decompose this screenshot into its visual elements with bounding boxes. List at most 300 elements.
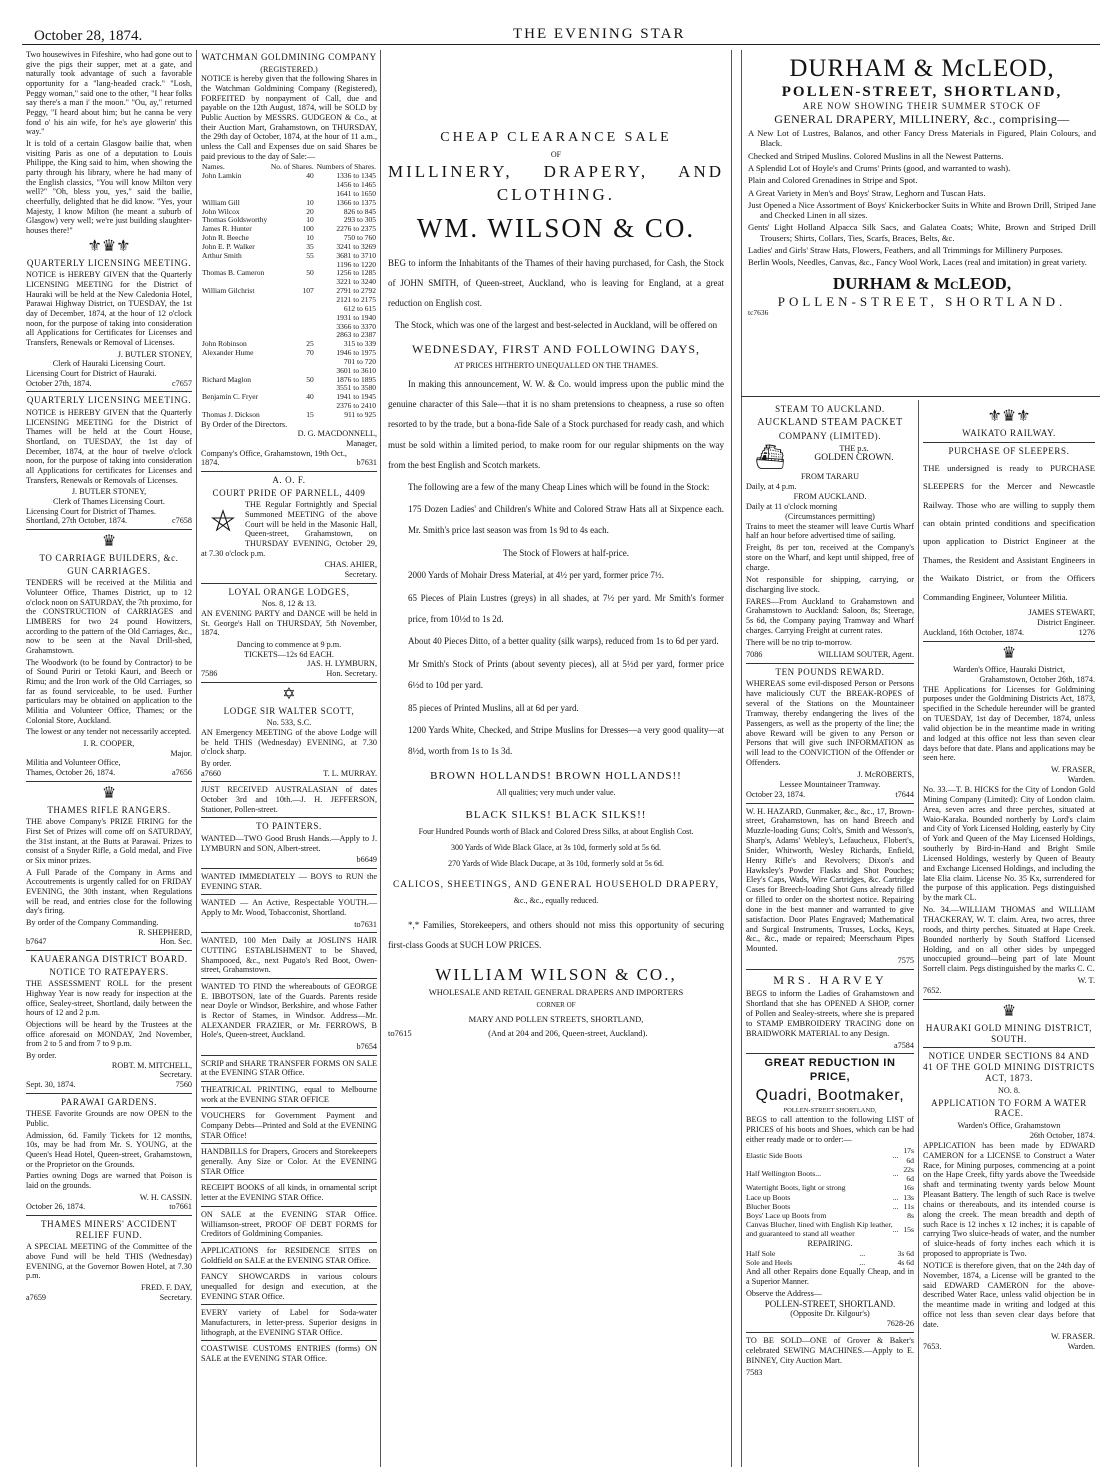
table-cell <box>201 296 269 305</box>
table-cell: 315 to 339 <box>343 339 376 349</box>
divider <box>746 803 914 804</box>
wardens-office: Warden's Office, Grahamstown <box>957 1121 1061 1131</box>
ad-paragraph: BEG to inform the Inhabitants of the Thames of their having purchased, for Cash, the Stock of JOHN SMITH, of Queen-street, Auckland, who is leaving for England, at a great reduction on English cost. <box>388 257 724 309</box>
signature-role: Secretary. <box>344 570 377 580</box>
table-cell <box>269 305 315 314</box>
wgm-registered: (REGISTERED.) <box>260 64 318 74</box>
list-item: Gents' Light Holland Alpacca Silk Sacs, and Galatea Coats; White, Brown and Striped Drill Trousers; Shirts, Collars, Ties, Scarfs, Braces, Belts, &c. <box>748 222 1096 243</box>
notice-ref: a7584 <box>893 1040 914 1050</box>
signature-role: Major. <box>170 748 192 758</box>
divider <box>741 396 1100 397</box>
parawai-body: THESE Favorite Grounds are now OPEN to the Public. <box>26 1109 192 1128</box>
parawai-body: Admission, 6d. Family Tickets for 12 months, 10s, may be had from Mr. S. YOUNG, at the Queen's Head Hotel, Queen-street, Grahamstown, or the Proprietor on the Grounds. <box>26 1130 192 1169</box>
notice-ref: 7586 Hon. Secretary. <box>201 669 377 679</box>
table-cell: ... <box>859 1257 866 1267</box>
hgm-body: APPLICATION has been made by EDWARD CAMERON for a LICENSE to Construct a Water Race, for Mining purposes, commencing at a point on the Hape Creek, fifty yards above the Tweedside shaft and terminating twenty yards below Mount Pleasant Battery. The length of such Race is twelve chains or thereabouts, and its intended course is along the creek. The mean breadth and depth of such Race is 12 inches x 12 inches; it is capable of carrying Two sluice-heads of water, and the number of sluice-heads of forty inches each which it is proposed to appropriate is Two. <box>923 1140 1095 1259</box>
steam-body: There will be no trip to-morrow. <box>746 637 852 647</box>
table-cell <box>269 181 315 190</box>
table-row <box>746 1183 914 1192</box>
licensing-title: QUARTERLY LICENSING MEETING. <box>26 257 192 268</box>
table-cell: 1336 to 1345 <box>336 171 376 181</box>
lodge-subtitle: No. 533, S.C. <box>266 718 312 728</box>
reward-title: TEN POUNDS REWARD. <box>775 666 885 677</box>
orange-title: LOYAL ORANGE LODGES, <box>228 586 350 597</box>
table-cell: 293 to 305 <box>343 215 376 225</box>
table-cell: 100 <box>302 224 314 234</box>
ad-paragraph: *,* Families, Storekeepers, and others should not miss this opportunity of securing first-class Goods at SUCH LOW PRICES. <box>388 919 724 950</box>
royal-crest-icon: ♛ <box>101 533 117 551</box>
table-cell: 911 to 925 <box>344 409 376 419</box>
table-cell: Thomas B. Cameron <box>202 268 265 278</box>
notice-ref: 7652. <box>923 985 942 995</box>
table-row <box>746 1146 914 1164</box>
list-item: Just Opened a Nice Assortment of Boys' Knickerbocker Suits in White and Brown Drill, Striped Jane and Checked Linen in all sizes. <box>748 199 1096 221</box>
firm-address-footer: POLLEN-STREET, SHORTLAND. <box>777 293 1067 309</box>
list-item: 1200 Yards White, Checked, and Stripe Muslins for Dresses—a very good quality—at 8½d, worth from 1s to 1s 3d. <box>408 725 724 756</box>
table-cell: 10 <box>306 197 314 207</box>
dancing-line: Dancing to commence at 9 p.m. <box>236 640 342 650</box>
table-cell <box>201 305 269 314</box>
table-cell: 1641 to 1650 <box>336 188 376 198</box>
aof-title: A. O. F. <box>272 475 306 486</box>
notice-ref: 7628-26 <box>886 1319 914 1329</box>
signature-role: Secretary. <box>159 1070 192 1080</box>
table-cell: 25 <box>306 339 314 349</box>
list-item: 175 Dozen Ladies' and Children's White and Colored Straw Hats all at Sixpence each. Mr. Smith's price last season was from 1s 9d to 4s each. <box>408 504 724 535</box>
divider <box>201 781 377 782</box>
table-cell: Canvas Blucher, lined with English Kip leather, and guaranteed to stand all weather <box>746 1220 893 1239</box>
table-cell: 2863 to 2387 <box>336 330 376 340</box>
repairing-heading: REPAIRING. <box>807 1238 853 1248</box>
divider <box>26 1093 192 1094</box>
quadri-address: POLLEN-STREET SHORTLAND, <box>783 1107 877 1115</box>
carriage-subtitle: GUN CARRIAGES. <box>67 565 151 576</box>
table-cell: 1456 to 1465 <box>336 180 376 190</box>
order-line: By order. <box>26 1051 57 1061</box>
notice-ref: 7086 WILLIAM SOUTER, Agent. <box>746 649 914 659</box>
silks-heading: BLACK SILKS! BLACK SILKS!! <box>465 808 647 821</box>
table-cell: 3366 to 3370 <box>336 321 376 331</box>
column-1 <box>26 50 192 1470</box>
shares-table <box>201 163 377 419</box>
signature: R. SHEPHERD, <box>138 927 192 937</box>
steam-body: Trains to meet the steamer will leave Curtis Wharf half an hour before advertised time of sailing. <box>746 521 914 541</box>
stock-list <box>748 128 1096 268</box>
masthead: THE EVENING STAR <box>513 26 686 42</box>
notice-date: Sept. 30, 1874. 7560 <box>26 1080 192 1090</box>
divider <box>923 641 1095 642</box>
table-cell: 50 <box>306 374 314 384</box>
hgm-body: NOTICE is therefore given, that on the 24th day of November, 1874, a License will be granted to the said EDWARD CAMERON for the above-described Water Race, unless valid objection be in the meantime made in writing and lodged at this office not less than seven clear days before that date. <box>923 1260 1095 1330</box>
list-item: 2000 Yards of Mohair Dress Material, at 4½ per yard, former price 7½. <box>408 570 664 581</box>
notice-ref: 7583 <box>746 1367 763 1377</box>
list-item: A Splendid Lot of Hoyle's and Crums' Prints (good, and warranted to wash). <box>748 162 1011 173</box>
table-cell: 701 to 720 <box>343 356 376 366</box>
signature: I. R. COOPER, <box>83 739 135 749</box>
customs-ad: COASTWISE CUSTOMS ENTRIES (forms) ON SALE at the EVENING STAR Office. <box>201 1344 377 1363</box>
hgm-number: NO. 8. <box>997 1085 1021 1095</box>
table-cell: 1366 to 1375 <box>336 197 376 207</box>
table-cell: 4s 6d <box>897 1257 914 1267</box>
table-cell <box>201 323 269 332</box>
court-name: Licensing Court for District of Thames. <box>26 506 156 516</box>
ad-heading: CLOTHING. <box>496 185 616 204</box>
table-cell: Arthur Smith <box>202 250 242 260</box>
signature: CHAS. AHIER, <box>324 560 377 570</box>
table-cell: Thomas Goldsworthy <box>202 215 268 225</box>
divider <box>201 471 377 472</box>
table-cell: ... <box>859 1248 866 1258</box>
reward-body: WHEREAS some evil-disposed Person or Persons have maliciously CUT the BREAK-ROPES of several of the Stations on the Mountaineer Tramway, thereby endangering the lives of the Passengers, as well as the property of the line; the above Reward will be given to any Person or Persons that will give such INFORMATION as will lead to the CONVICTION of the Offender or Offenders. <box>746 679 914 768</box>
list-item: 85 pieces of Printed Muslins, all at 6d per yard. <box>408 702 579 713</box>
table-row <box>746 1202 914 1211</box>
table-cell: Blucher Boots <box>746 1201 791 1211</box>
signature: W. H. CASSIN. <box>139 1192 192 1202</box>
table-cell: Watertight Boots, light or strong <box>746 1183 846 1193</box>
table-cell: 40 <box>306 392 314 402</box>
table-row <box>746 1193 914 1202</box>
miners-body: A SPECIAL MEETING of the Committee of the above Fund will be held THIS (Wednesday) EVENING, at the Governor Bowen Hotel, at 7.30 p.m. <box>26 1242 192 1281</box>
notice-ref: a7659 Secretary. <box>26 1292 192 1302</box>
table-cell: 1876 to 1895 <box>336 374 376 384</box>
table-cell: ... <box>892 1192 899 1202</box>
signature: J. BUTLER STONEY, <box>71 487 147 497</box>
list-item: A New Lot of Lustres, Balanos, and other Fancy Dress Materials in Figured, Plain Colours, and Black. <box>748 127 1096 149</box>
waikato-title: WAIKATO RAILWAY. <box>962 428 1056 438</box>
notice-ref: 7575 <box>897 956 914 966</box>
carriage-body: TENDERS will be received at the Militia and Volunteer Office, Thames District, up to 12 o'clock noon on SATURDAY, the 7th proximo, for the CONSTRUCTION of CARRIAGES and LIMBERS for two 24 pound Howitzers, according to the pattern of the Old Carriages, &c., now to be seen at the Naval Drill-shed, Grahamstown. <box>26 578 192 656</box>
ad-paragraph: The following are a few of the many Cheap Lines which will be found in the Stock: <box>408 482 710 493</box>
applications-ad: APPLICATIONS for RESIDENCE SITES on Goldfield on SALE at the EVENING STAR Office. <box>201 1245 377 1265</box>
license-33: No. 33.—T. B. HICKS for the City of London Gold Mining Company (Limited): City of London claim. Area, seven acres and three perches, situated at Waio-Karaka. Bounded northerly by Lord's claim and City of York Licensed Holding, easterly by City of York and Queen of the May Licensed Holdings, southerly by Bird-in-Hand and Bright Smile Licensed Holdings, westerly by Queen of Beauty and Exchange Licensed Holdings, and including the late Elia claim. License No. 35 Kx, surrendered for the purpose of this application. Pegs distinguished by the mark CL. <box>923 785 1095 903</box>
divider <box>201 682 377 683</box>
orange-body: AN EVENING PARTY and DANCE will be held in St. George's Hall on THURSDAY, 5th November, 1874. <box>201 609 377 638</box>
divider <box>201 1268 377 1269</box>
painters-title: TO PAINTERS. <box>256 821 322 832</box>
firm-address: POLLEN-STREET, SHORTLAND, <box>781 83 1063 100</box>
carriage-title: TO CARRIAGE BUILDERS, &c. <box>39 553 179 564</box>
firm-address-auckland: to7615 (And at 204 and 206, Queen-street, Auckland). <box>388 1028 648 1039</box>
list-item: About 40 Pieces Ditto, of a better quality (silk warps), reduced from 1s to 6d per yard. <box>408 636 719 647</box>
waikato-body: THE undersigned is ready to PURCHASE SLEEPERS for the Mercer and Newcastle Railway. Those who are willing to supply them can obtain printed conditions and specification upon application to District Engineer at the Thames, the Resident and Assistant Engineers in the Waikato District, or from the Officers Commanding Engineer, Volunteer Militia. <box>923 462 1095 602</box>
ad-paragraph: In making this announcement, W. W. & Co. would impress upon the public mind the genuine character of this Sale—that it is no sham pretensions to cheapness, a ruse so often resorted to by the trade, but a bona-fide Sale of a Stock purchased for ready cash, and which must be sold within a limited period, to make room for our regular shipments on the way from the best English and Scotch markets. <box>388 378 724 470</box>
table-cell <box>201 181 269 190</box>
signature-role: Warden. <box>1067 775 1095 785</box>
vouchers-ad: VOUCHERS for Government Payment and Company Debts—Printed and Sold at the EVENING STAR Office! <box>201 1111 377 1140</box>
table-cell <box>201 314 269 323</box>
table-cell: William Gilchrist <box>202 286 255 296</box>
divider <box>746 1332 914 1333</box>
divider <box>26 1215 192 1216</box>
table-cell: John E. P. Walker <box>202 241 255 251</box>
table-cell: 107 <box>302 286 314 296</box>
table-cell: Lace up Boots <box>746 1192 791 1202</box>
table-cell: Boys' Lace up Boots from <box>746 1210 827 1220</box>
ad-paragraph: The Stock, which was one of the largest and best-selected in Auckland, will be offered on <box>394 319 718 330</box>
table-cell: 3221 to 3240 <box>336 277 376 287</box>
anecdote-paragraph: It is told of a certain Glasgow bailie that, when visiting Paris as one of a deputation to Louis Philippe, the King said to him, when showing the party through his library, where he had many of the English classics, "You will know Milton very well?" "Oh, bless you, yes," said the bailie, cheerfully, delighted that he did know. "Yes, your Majesty, I know Milton (he meant a suburb of Glasgow) very well; we're just building slaughter-houses there!" <box>26 139 192 236</box>
quadri-address-footer: POLLEN-STREET, SHORTLAND. <box>764 1298 896 1309</box>
joslin-wanted: WANTED, 100 Men Daily at JOSLIN'S HAIR CUTTING ESTABLISHMENT to be Shaved, Shampooed, &c., next Pugato's Red Boot, Owen-street, Grahamstown. <box>201 936 377 975</box>
harvey-title: MRS. HARVEY <box>773 973 887 987</box>
kaua-body: THE ASSESSMENT ROLL for the present Highway Year is now ready for inspection at the office, Sealey-street, Shortland, daily between the hours of 12 and 2 p.m. <box>26 979 192 1018</box>
column-2 <box>201 50 377 1470</box>
table-cell: 10 <box>306 233 314 243</box>
signature-role: Lessee Mountaineer Tramway. <box>779 779 881 789</box>
quadri-name: Quadri, Bootmaker, <box>755 1086 905 1104</box>
table-cell <box>269 314 315 323</box>
divider <box>201 894 377 895</box>
table-cell <box>269 358 315 367</box>
divider <box>201 1107 377 1108</box>
table-cell: 612 to 615 <box>343 303 376 313</box>
silks-line: 300 Yards of Wide Black Glace, at 3s 10d, formerly sold at 5s 6d. <box>451 842 661 852</box>
ad-heading: MILLINERY, DRAPERY, AND <box>388 161 724 181</box>
rifle-body: THE above Company's PRIZE FIRING for the First Set of Prizes will come off on SATURDAY, the 31st instant, at the Butts at Parawai. Prizes to consist of a Snyder Rifle, a Gold medal, and Five or Six minor prizes. <box>26 817 192 866</box>
showcards-ad: FANCY SHOWCARDS in various colours unequalled for design and execution, at the EVENING STAR Office. <box>201 1272 377 1301</box>
aof-subtitle: COURT PRIDE OF PARNELL, 4409 <box>212 487 366 498</box>
table-cell: Alexander Hume <box>202 348 254 358</box>
divider <box>746 969 914 970</box>
wilson-advertisement <box>388 50 724 1350</box>
signature-role: Clerk of Hauraki Licensing Court. <box>52 359 166 369</box>
licensing-title: QUARTERLY LICENSING MEETING. <box>26 395 192 406</box>
table-row <box>746 1165 914 1183</box>
signature: JAMES STEWART, <box>1028 608 1095 618</box>
order-line: By order. <box>201 759 232 769</box>
divider <box>26 781 192 782</box>
divider <box>201 1081 377 1082</box>
table-row <box>201 411 377 420</box>
column-4b <box>923 402 1095 1467</box>
table-cell <box>269 323 315 332</box>
column-rule <box>380 50 381 1467</box>
table-cell: 2791 to 2792 <box>336 286 376 296</box>
carriage-body: The lowest or any tender not necessarily accepted. <box>26 727 192 737</box>
firm-name: WM. WILSON & CO. <box>416 213 696 244</box>
divider <box>746 663 914 664</box>
page-header <box>0 0 1114 50</box>
signature: J. McROBERTS, <box>857 769 914 779</box>
hgm-application: APPLICATION TO FORM A WATER RACE. <box>931 1097 1087 1119</box>
table-cell: 55 <box>306 250 314 260</box>
boys-wanted: WANTED IMMEDIATELY — BOYS to RUN the EVENING STAR. <box>201 872 377 891</box>
divider <box>201 1143 377 1144</box>
notice-date: October 23, 1874. t7644 <box>746 789 914 799</box>
divider <box>201 1340 377 1341</box>
table-cell: 3551 to 3580 <box>336 383 376 393</box>
signature: FRED. F. DAY, <box>141 1282 192 1292</box>
table-cell: John Wilcox <box>202 206 240 216</box>
durham-mcleod-advertisement <box>748 50 1096 395</box>
list-item: Berlin Wools, Needles, Canvas, &c., Fancy Wool Work, Laces (real and imitation) in great variety. <box>748 257 1087 268</box>
sale-prices-note: AT PRICES HITHERTO UNEQUALLED ON THE THAMES. <box>453 360 659 370</box>
steam-body: Not responsible for shipping, carrying, or discharging live stock. <box>746 574 914 594</box>
table-cell: William Gill <box>202 197 240 207</box>
signature: J. BUTLER STONEY, <box>117 349 192 359</box>
divider <box>201 978 377 979</box>
signature-role: Clerk of Thames Licensing Court. <box>53 497 165 507</box>
table-cell: John Lamkin <box>202 171 242 181</box>
licensing-body: NOTICE is HEREBY GIVEN that the Quarterly LICENSING MEETING for the District of Thames will be held at the Court House, Shortland, on TUESDAY, the 1st day of December, 1874, at the hour of twelve o'clock noon, for the purpose of taking into consideration all Applications for certificates for Licenses and Transfers, Renewals or Removals of Licenses. <box>26 408 192 485</box>
royal-crest-icon: ⚜♛⚜ <box>987 408 1031 425</box>
divider <box>201 868 377 869</box>
table-cell: Richard Maglon <box>202 374 251 384</box>
kaua-title: KAUAERANGA DISTRICT BOARD. <box>30 954 188 965</box>
masonic-emblem-icon: ✡ <box>282 685 296 703</box>
table-cell: 1256 to 1285 <box>336 268 376 278</box>
calicos-heading: CALICOS, SHEETINGS, AND GENERAL HOUSEHOLD DRAPERY, <box>392 879 720 890</box>
column-rule <box>196 50 197 1467</box>
court-name: Licensing Court for District of Hauraki. <box>26 369 157 379</box>
signature: D. G. MACDONNELL, <box>297 429 377 439</box>
hgm-title: HAURAKI GOLD MINING DISTRICT, SOUTH. <box>925 1022 1093 1044</box>
receipt-ad: RECEIPT BOOKS of all kinds, in ornamental script letter at the EVENING STAR Office. <box>201 1183 377 1203</box>
table-cell: ... <box>892 1224 899 1234</box>
office-name: Militia and Volunteer Office, <box>26 758 121 768</box>
table-cell: 16s <box>903 1183 914 1193</box>
column-rule <box>918 400 919 1467</box>
table-cell: John R. Beeche <box>202 233 249 243</box>
from-label: FROM AUCKLAND. <box>793 492 867 502</box>
lodge-title: LODGE SIR WALTER SCOTT, <box>223 705 355 716</box>
list-item: Plain and Colored Grenadines in Stripe and Spot. <box>748 175 918 186</box>
ad-subheading: GENERAL DRAPERY, MILLINERY, &c., comprising— <box>774 111 1070 126</box>
wardens-date: 26th October, 1874. <box>1029 1130 1095 1140</box>
table-cell: 3601 to 3610 <box>336 365 376 375</box>
repair-prices-table <box>746 1249 914 1267</box>
boot-prices-table <box>746 1146 914 1238</box>
wardens-body: THE Applications for Licenses for Goldmining purposes under the Goldmining Districts Act, 1873, specified in the Schedule hereunder will be granted on TUESDAY, 1st day of December, 1874, unless valid objection be in the meantime made in writing and lodged at this office not less than seven clear days before that date. Plans and applications may be seen here. <box>923 684 1095 763</box>
scrip-ad: SCRIP and SHARE TRANSFER FORMS ON SALE at the EVENING STAR Office. <box>201 1058 377 1078</box>
notice-ref: b7654 <box>356 1042 377 1052</box>
divider <box>923 999 1095 1000</box>
carriage-body: The Woodwork (to be found by Contractor) to be of Sound Puriri or Tetoki Kauri, and Beech or Rimu; and the Iron work of the Old Carriages, so far as found serviceable, to be used. Further particulars may be obtained on application to the Militia and Volunteer Office, Thames; or the Colonial Store, Auckland. <box>26 657 192 725</box>
table-cell: 70 <box>306 348 314 358</box>
divider <box>201 1206 377 1207</box>
table-row <box>746 1249 914 1258</box>
table-cell: 13s <box>903 1192 914 1202</box>
hollands-note: All qualities; very much under value. <box>496 787 616 797</box>
steam-body: Freight, 8s per ton, received at the Company's store on the Wharf, and kept until shipped, free of charge. <box>746 543 914 572</box>
issue-date: October 28, 1874. <box>34 28 143 44</box>
notice-date: Thames, October 26, 1874. a7656 <box>26 768 192 778</box>
office-name: Company's Office, Grahamstown, 19th Oct., <box>201 448 347 458</box>
ad-heading-of: OF <box>550 149 562 159</box>
table-cell: 1941 to 1945 <box>336 392 376 402</box>
table-cell: 15s <box>903 1224 914 1234</box>
signature: W. T. <box>1077 976 1095 986</box>
table-cell: 40 <box>306 171 314 181</box>
table-cell: 750 to 760 <box>343 233 376 243</box>
firm-name: DURHAM & McLEOD, <box>789 55 1055 82</box>
table-cell: Sole and Heels <box>746 1257 793 1267</box>
signature: ROBT. M. MITCHELL, <box>111 1060 192 1070</box>
miners-title: THAMES MINERS' ACCIDENT RELIEF FUND. <box>41 1219 177 1240</box>
hollands-heading: BROWN HOLLANDS! BROWN HOLLANDS!! <box>430 769 682 782</box>
list-item: Ladies' and Girls' Straw Hats, Flowers, Feathers, and all Trimmings for Millinery Purposes. <box>748 245 1063 256</box>
daily-time: Daily, at 4 p.m. <box>746 482 797 492</box>
table-header-row: Names. No. of Shares. Numbers of Shares. <box>202 162 376 172</box>
table-cell: 1931 to 1940 <box>336 312 376 322</box>
table-cell: 17s 6d <box>903 1146 914 1165</box>
cheap-lines-list <box>388 499 724 761</box>
table-cell: 10 <box>306 215 314 225</box>
notice-date: October 27th, 1874. c7657 <box>26 378 192 388</box>
theatre-ad: THEATRICAL PRINTING, equal to Melbourne work at the EVENING STAR OFFICE <box>201 1085 377 1104</box>
notice-ref: to7631 <box>354 919 377 929</box>
firm-address: MARY AND POLLEN STREETS, SHORTLAND, <box>468 1013 644 1024</box>
waikato-subtitle: PURCHASE OF SLEEPERS. <box>948 445 1070 456</box>
table-cell: ... <box>892 1169 899 1179</box>
licensing-body: NOTICE is HEREBY GIVEN that the Quarterly LICENSING MEETING for the District of Hauraki will be held at the New Caledonia Hotel, Parawai Highway District, on TUESDAY, the 1st day of December, 1874, at the hour of 12 o'clock noon, for the purpose of taking into consideration all Applications for Certificates for Licenses and Transfers, Renewals or Removal of Licenses. <box>26 270 192 348</box>
steamer-icon: ⛴ <box>754 444 786 471</box>
notice-date: Auckland, 16th October, 1874. 1276 <box>923 628 1095 638</box>
table-cell: 50 <box>306 268 314 278</box>
harvey-body: BEGS to inform the Ladies of Grahamstown and Shortland that she has OPENED A SHOP, corner of Pollen and Sealey-streets, where she is prepared to STAMP EMBROIDERY TRACING done on BRAIDWORK MATERIAL to any Design. <box>746 989 914 1038</box>
table-cell: 2276 to 2375 <box>336 224 376 234</box>
table-cell: 20 <box>306 206 314 216</box>
royal-crest-icon: ♛ <box>1001 644 1017 662</box>
forester-emblem-icon: ⛤ <box>211 505 235 539</box>
orange-subtitle: Nos. 8, 12 & 13. <box>261 599 317 609</box>
list-item: A Great Variety in Men's and Boys' Straw, Leghorn and Tuscan Hats. <box>748 187 986 198</box>
table-cell <box>269 296 315 305</box>
list-item: Checked and Striped Muslins. Colored Muslins in all the Newest Patterns. <box>748 150 1004 161</box>
table-cell: Half Sole <box>746 1248 776 1258</box>
steam-body: FARES—From Auckland to Grahamstown and Grahamstown to Auckland: Saloon, 8s; Steerage, 5s 6d, the Company paying Tramway and Wharf charges. Carrying Freight at current rates. <box>746 596 914 636</box>
wardens-office: Warden's Office, Hauraki District, <box>953 664 1065 674</box>
list-item: Mr Smith's Stock of Prints (about seventy pieces), all at 5½d per yard, former price 6½d to 10d per yard. <box>408 659 724 690</box>
column-rule <box>741 50 742 1467</box>
notice-ref: 1874. b7631 <box>201 458 377 468</box>
order-line: By Order of the Directors. <box>201 419 288 429</box>
divider <box>201 583 377 584</box>
silks-line: Four Hundred Pounds worth of Black and Colored Dress Silks, at about English Cost. <box>418 826 694 836</box>
ship-label: THE p.s. <box>839 443 869 453</box>
notice-ref: a7660 T. L. MURRAY. <box>201 768 377 778</box>
license-34: No. 34.—WILLIAM THOMAS and WILLIAM THACKERAY, W. T. claim. Area, two acres, three roods, and thirty perches. Situated at Hape Creek. Bounded northerly by South Stafford Licensed Holding, and on all other sides by unpegged unoccupied ground—being part of late Mount Sorrell claim. Pegs distinguished by the marks C. C. <box>923 905 1095 974</box>
list-item: The Stock of Flowers at half-price. <box>503 547 629 558</box>
divider <box>26 529 192 530</box>
youth-wanted: WANTED — An Active, Respectable YOUTH.—Apply to Mr. Wood, Tobacconist, Shortland. <box>201 898 377 918</box>
divider <box>746 1053 914 1054</box>
tickets-line: TICKETS—12s 6d EACH. <box>244 649 334 659</box>
table-cell: Half Wellington Boots... <box>746 1169 822 1179</box>
notice-ref: b6649 <box>356 855 377 865</box>
aof-body: THE Regular Fortnightly and Special Summoned MEETING of the above Court will be held in the Masonic Hall, Queen-street, Grahamstown, on THURSDAY EVENING, October 29, at 7.30 o'clock p.m. <box>201 500 377 558</box>
column-4a <box>746 402 914 1467</box>
kaua-body: Objections will be heard by the Trustees at the office aforesaid on MONDAY, 2nd November, from 2 to 5 and from 7 to 9 p.m. <box>26 1020 192 1049</box>
notice-ref: tc7636 <box>748 308 769 318</box>
wgm-title: WATCHMAN GOLDMINING COMPANY <box>201 52 377 62</box>
royal-crest-icon: ⚜♛⚜ <box>87 237 131 255</box>
lodge-body: AN Emergency MEETING of the above Lodge will be held THIS (Wednesday) EVENING, at 7.30 o'clock sharp. <box>201 728 377 757</box>
from-label: FROM TARARU <box>800 472 860 482</box>
table-cell: John Robinson <box>202 339 247 349</box>
divider <box>201 1242 377 1243</box>
silks-line: 270 Yards of Wide Black Ducape, at 3s 10d, formerly sold at 5s 6d. <box>448 858 664 868</box>
table-cell: 22s 6d <box>903 1164 914 1184</box>
table-cell: 1196 to 1220 <box>336 259 376 269</box>
quadri-other: And all other Repairs done Equally Cheap, and in a Superior Manner. <box>746 1267 914 1286</box>
rifle-title: THAMES RIFLE RANGERS. <box>47 804 171 815</box>
australasian-notice: JUST RECEIVED AUSTRALASIAN of dates October 3rd and 10th.—J. H. JEFFERSON, Stationer, Pollen-street. <box>201 785 377 814</box>
sale-days: WEDNESDAY, FIRST AND FOLLOWING DAYS, <box>411 341 701 356</box>
ad-subheading: ARE NOW SHOWING THEIR SUMMER STOCK OF <box>802 101 1042 112</box>
ad-heading: CHEAP CLEARANCE SALE <box>440 130 672 145</box>
header-rule <box>22 44 1100 45</box>
